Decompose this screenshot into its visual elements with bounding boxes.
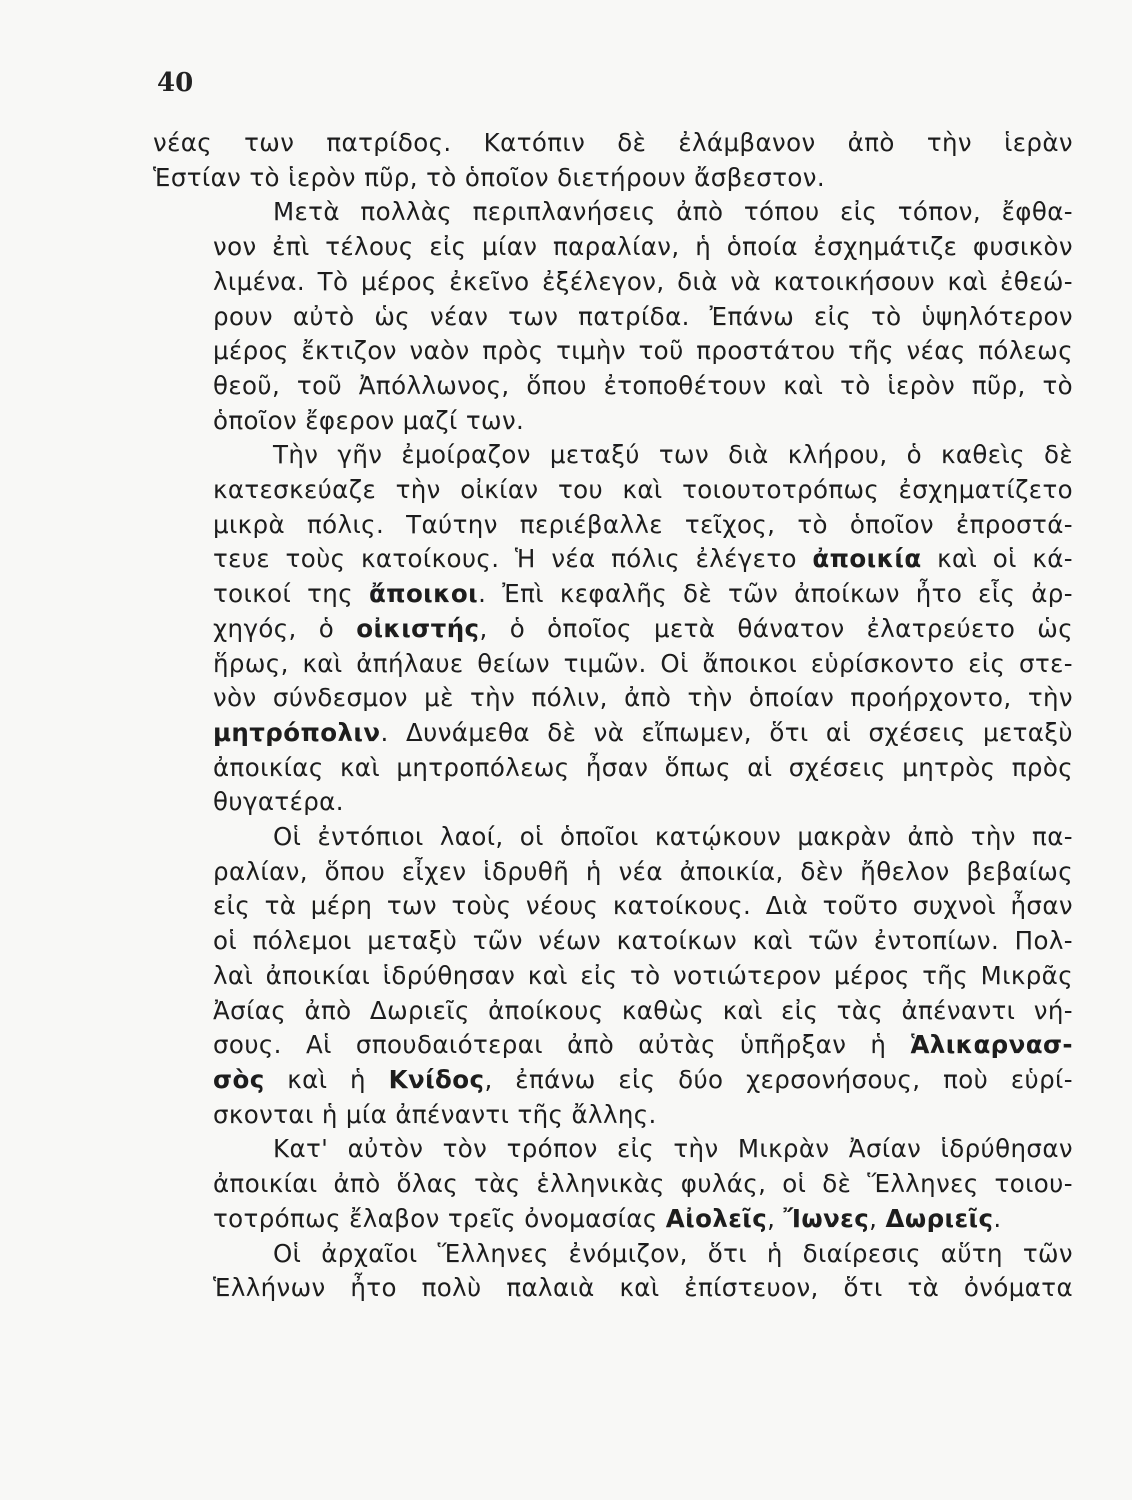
- text-line: [153, 751, 1073, 786]
- text-run: Μετὰ πολλὰς περιπλανήσεις ἀπὸ τόπου εἰς τόπον, ἔφθα-: [273, 197, 1073, 227]
- text-run: θυγατέρα.: [213, 787, 344, 817]
- text-line: [153, 126, 1073, 161]
- text-line: [153, 820, 1073, 855]
- text-line: [153, 1237, 1073, 1272]
- text-line: [153, 994, 1073, 1029]
- body-text: [153, 126, 1073, 1306]
- text-line: [153, 542, 1073, 577]
- text-run: ,: [767, 1203, 784, 1233]
- text-run: μικρὰ πόλις. Ταύτην περιέβαλλε τεῖχος, τὸ ὁποῖον ἐπροστά-: [213, 509, 1073, 539]
- text-line: [153, 1098, 1073, 1133]
- text-line: [153, 1167, 1073, 1202]
- text-line: [153, 161, 1073, 196]
- text-run: . Ἐπὶ κεφαλῆς δὲ τῶν ἀποίκων ἦτο εἷς ἀρ-: [478, 579, 1073, 609]
- text-run: ἀποικίας καὶ μητροπόλεως ἦσαν ὅπως αἱ σχέσεις μητρὸς πρὸς: [213, 752, 1073, 782]
- text-run: σκονται ἡ μία ἀπέναντι τῆς ἄλλης.: [213, 1099, 657, 1129]
- page-number: 40: [157, 68, 194, 98]
- text-run: ἀποικίαι ἀπὸ ὅλας τὰς ἑλληνικὰς φυλάς, οἱ δὲ Ἕλληνες τοιου-: [213, 1169, 1073, 1199]
- text-run: ὁποῖον ἔφερον μαζί των.: [213, 405, 525, 435]
- text-line: [153, 612, 1073, 647]
- text-run: ρουν αὐτὸ ὡς νέαν των πατρίδα. Ἐπάνω εἰς τὸ ὑψηλότερον: [213, 301, 1073, 331]
- text-run: νὸν σύνδεσμον μὲ τὴν πόλιν, ἀπὸ τὴν ὁποίαν προήρχοντο, τὴν: [213, 683, 1073, 713]
- paragraph: [153, 1132, 1073, 1236]
- text-run: λιμένα. Τὸ μέρος ἐκεῖνο ἐξέλεγον, διὰ νὰ κατοικήσουν καὶ ἐθεώ-: [213, 266, 1073, 296]
- text-line: [153, 265, 1073, 300]
- paragraph: [153, 195, 1073, 438]
- text-run: λαὶ ἀποικίαι ἱδρύθησαν καὶ εἰς τὸ νοτιώτερον μέρος τῆς Μικρᾶς: [213, 960, 1073, 990]
- text-run: κατεσκεύαζε τὴν οἰκίαν του καὶ τοιουτοτρόπως ἐσχηματίζετο: [213, 475, 1073, 505]
- paragraph: [153, 820, 1073, 1132]
- text-line: [153, 577, 1073, 612]
- bold-term: ἀποικία: [812, 544, 922, 574]
- text-line: [153, 785, 1073, 820]
- text-run: , ἐπάνω εἰς δύο χερσονήσους, ποὺ εὑρί-: [484, 1064, 1073, 1094]
- text-line: [153, 1202, 1073, 1237]
- text-run: . Δυνάμεθα δὲ νὰ εἴπωμεν, ὅτι αἱ σχέσεις μεταξὺ: [380, 717, 1073, 747]
- text-run: Τὴν γῆν ἐμοίραζον μεταξύ των διὰ κλήρου, ὁ καθεὶς δὲ: [273, 440, 1073, 470]
- text-run: τευε τοὺς κατοίκους. Ἡ νέα πόλις ἐλέγετο: [213, 544, 813, 574]
- text-line: [153, 195, 1073, 230]
- bold-term: Κνίδος: [388, 1064, 485, 1094]
- text-run: ραλίαν, ὅπου εἶχεν ἱδρυθῆ ἡ νέα ἀποικία, δὲν ἤθελον βεβαίως: [213, 856, 1073, 886]
- text-run: .: [993, 1203, 1002, 1233]
- bold-term: Αἰολεῖς: [665, 1203, 768, 1233]
- bold-term: Ἁλικαρνασ-: [910, 1030, 1073, 1060]
- text-run: καὶ ἡ: [264, 1064, 389, 1094]
- paragraph: [153, 438, 1073, 820]
- text-run: θεοῦ, τοῦ Ἀπόλλωνος, ὅπου ἐτοποθέτουν καὶ τὸ ἱερὸν πῦρ, τὸ: [213, 370, 1073, 400]
- bold-term: Δωριεῖς: [885, 1203, 994, 1233]
- text-line: [153, 1063, 1073, 1098]
- bold-term: μητρόπολιν: [213, 717, 381, 747]
- text-line: [153, 473, 1073, 508]
- text-run: νον ἐπὶ τέλους εἰς μίαν παραλίαν, ἡ ὁποία ἐσχημάτιζε φυσικὸν: [213, 232, 1073, 262]
- text-line: [153, 924, 1073, 959]
- bold-term: ἄποικοι: [368, 579, 479, 609]
- text-run: ,: [869, 1203, 886, 1233]
- paragraph: [153, 1237, 1073, 1306]
- text-run: χηγός, ὁ: [213, 613, 357, 643]
- text-line: [153, 959, 1073, 994]
- text-line: [153, 1028, 1073, 1063]
- text-line: [153, 300, 1073, 335]
- text-line: [153, 369, 1073, 404]
- text-run: ἥρως, καὶ ἀπήλαυε θείων τιμῶν. Οἱ ἄποικοι εὑρίσκοντο εἰς στε-: [213, 648, 1073, 678]
- text-line: [153, 230, 1073, 265]
- bold-term: σὸς: [213, 1064, 265, 1094]
- text-line: [153, 404, 1073, 439]
- text-line: [153, 716, 1073, 751]
- text-line: [153, 647, 1073, 682]
- text-run: Κατ' αὐτὸν τὸν τρόπον εἰς τὴν Μικρὰν Ἀσίαν ἱδρύθησαν: [273, 1134, 1073, 1164]
- text-run: τοικοί της: [213, 579, 369, 609]
- text-run: , ὁ ὁποῖος μετὰ θάνατον ἐλατρεύετο ὡς: [479, 613, 1073, 643]
- text-run: καὶ οἱ κά-: [921, 544, 1074, 574]
- text-run: σους. Αἱ σπουδαιότεραι ἀπὸ αὐτὰς ὑπῆρξαν ἡ: [213, 1030, 911, 1060]
- text-line: [153, 508, 1073, 543]
- text-line: [153, 438, 1073, 473]
- text-line: [153, 1271, 1073, 1306]
- text-run: νέας των πατρίδος. Κατόπιν δὲ ἐλάμβανον ἀπὸ τὴν ἱερὰν: [153, 128, 1073, 157]
- text-run: Ἑστίαν τὸ ἱερὸν πῦρ, τὸ ὁποῖον διετήρουν ἄσβεστον.: [153, 162, 826, 192]
- text-run: εἰς τὰ μέρη των τοὺς νέους κατοίκους. Διὰ τοῦτο συχνοὶ ἦσαν: [213, 891, 1073, 921]
- bold-term: οἰκιστής: [356, 613, 480, 643]
- text-run: Οἱ ἀρχαῖοι Ἕλληνες ἐνόμιζον, ὅτι ἡ διαίρεσις αὕτη τῶν: [273, 1238, 1073, 1268]
- text-run: Ἀσίας ἀπὸ Δωριεῖς ἀποίκους καθὼς καὶ εἰς τὰς ἀπέναντι νή-: [213, 995, 1073, 1025]
- text-run: τοτρόπως ἔλαβον τρεῖς ὀνομασίας: [213, 1203, 666, 1233]
- text-run: Οἱ ἐντόπιοι λαοί, οἱ ὁποῖοι κατῴκουν μακρὰν ἀπὸ τὴν πα-: [273, 822, 1073, 852]
- text-run: οἱ πόλεμοι μεταξὺ τῶν νέων κατοίκων καὶ τῶν ἐντοπίων. Πολ-: [213, 926, 1073, 956]
- text-line: [153, 334, 1073, 369]
- text-line: [153, 889, 1073, 924]
- paragraph: [153, 126, 1073, 195]
- text-line: [153, 681, 1073, 716]
- text-line: [153, 855, 1073, 890]
- bold-term: Ἴωνες: [783, 1203, 870, 1233]
- text-run: Ἑλλήνων ἦτο πολὺ παλαιὰ καὶ ἐπίστευον, ὅτι τὰ ὀνόματα: [213, 1273, 1073, 1303]
- text-run: μέρος ἔκτιζον ναὸν πρὸς τιμὴν τοῦ προστάτου τῆς νέας πόλεως: [213, 336, 1073, 366]
- text-line: [153, 1132, 1073, 1167]
